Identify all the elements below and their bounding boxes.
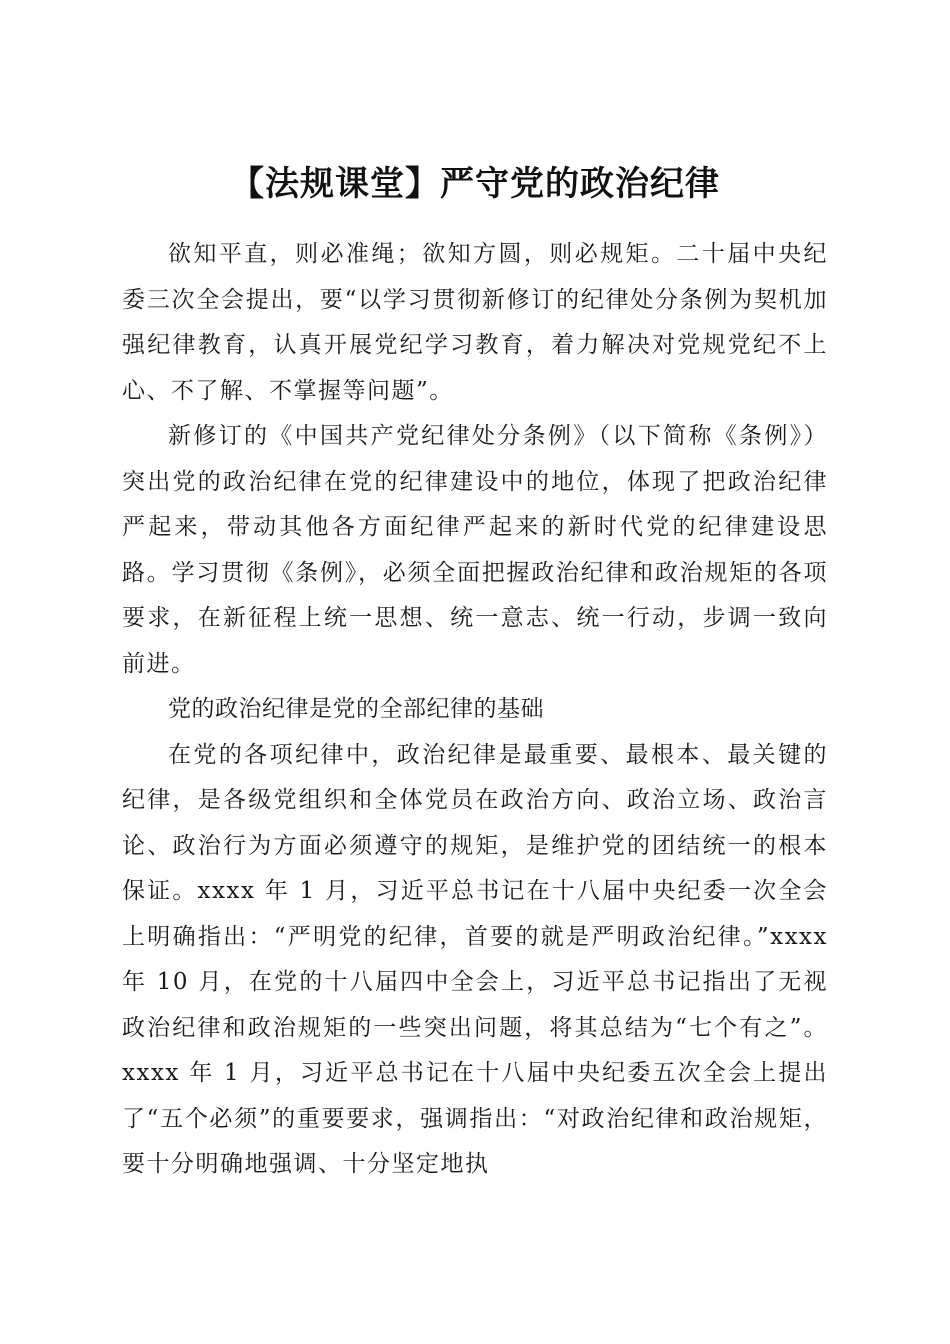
paragraph-intro: 欲知平直，则必准绳；欲知方圆，则必规矩。二十届中央纪委三次全会提出，要“以学习贯彻新修订的纪律处分条例为契机加强纪律教育，认真开展党纪学习教育，着力解决对党规党纪不上心、不了解、不掌握等问题”。 bbox=[122, 241, 828, 404]
section-heading: 党的政治纪律是党的全部纪律的基础 bbox=[168, 696, 544, 722]
paragraph-political-discipline: 在党的各项纪律中，政治纪律是最重要、最根本、最关键的纪律，是各级党组织和全体党员在政治方向、政治立场、政治言论、政治行为方面必须遵守的规矩，是维护党的团结统一的根本保证。xxxx 年 1 月，习近平总书记在十八届中央纪委一次全会上明确指出：“严明党的纪律，首要的就是严明政治纪律。”xxxx 年 10 月，在党的十八届四中全会上，习近平总书记指出了无视政治纪律和政治规矩的一些突出问题，将其总结为“七个有之”。xxxx 年 1 月，习近平总书记在十八届中央纪委五次全会上提出了“五个必须”的重要要求，强调指出：“对政治纪律和政治规矩，要十分明确地强调、十分坚定地执 bbox=[122, 741, 828, 1177]
document-body bbox=[122, 232, 828, 1188]
document-title: 【法规课堂】严守党的政治纪律 bbox=[230, 163, 720, 204]
paragraph-regulation: 新修订的《中国共产党纪律处分条例》（以下简称《条例》）突出党的政治纪律在党的纪律建设中的地位，体现了把政治纪律严起来，带动其他各方面纪律严起来的新时代党的纪律建设思路。学习贯彻《条例》，必须全面把握政治纪律和政治规矩的各项要求，在新征程上统一思想、统一意志、统一行动，步调一致向前进。 bbox=[122, 423, 828, 677]
